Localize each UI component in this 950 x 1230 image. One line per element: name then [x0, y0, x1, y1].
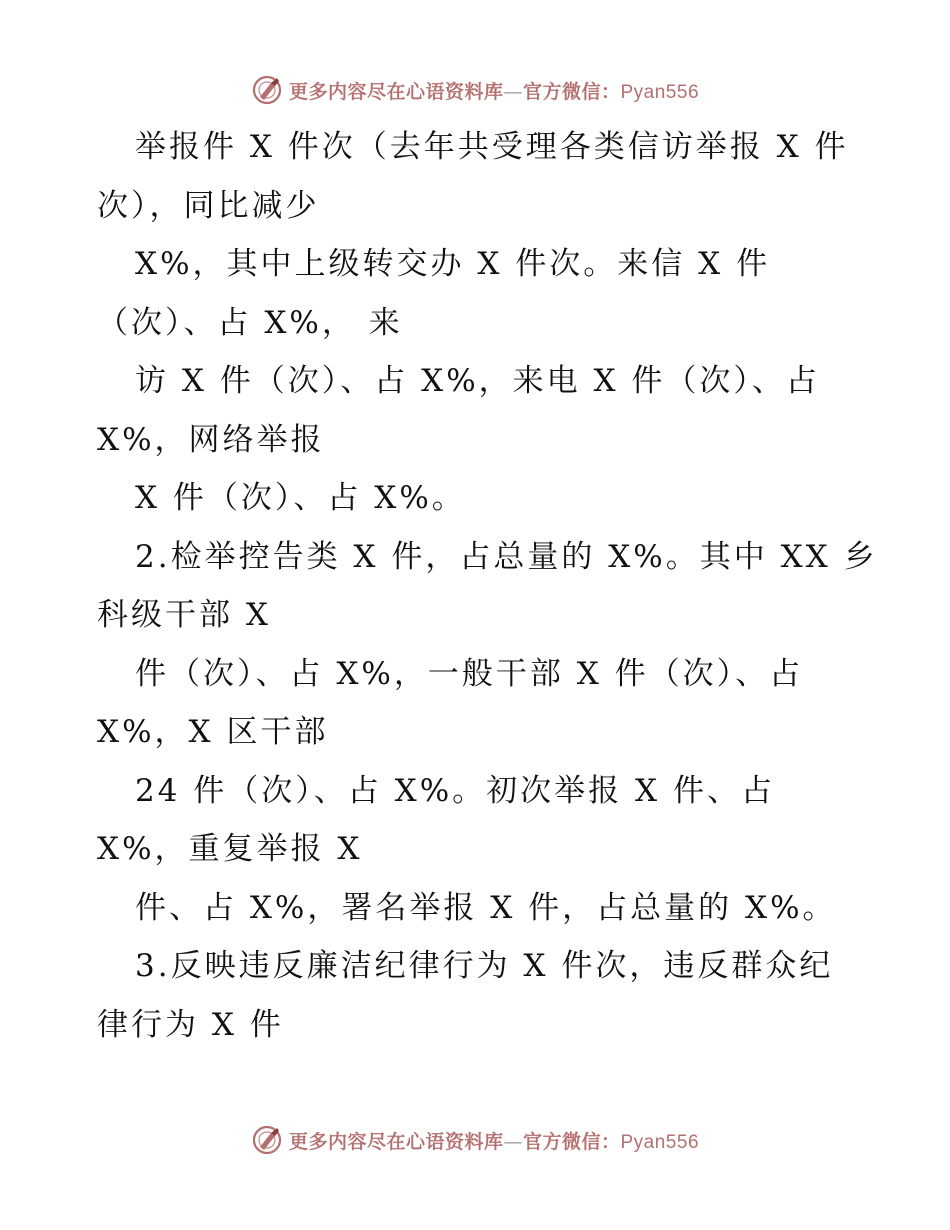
text-line: 件、占 X%，署名举报 X 件，占总量的 X%。: [135, 889, 837, 926]
text-line: X%，X 区干部: [97, 714, 329, 750]
text-line: X%，网络举报: [97, 421, 325, 458]
watermark-text: 更多内容尽在心语资料库—官方微信：Pyan556: [288, 80, 700, 103]
pen-nib-logo-icon: [251, 74, 283, 106]
text-line: 次），同比减少: [97, 187, 320, 224]
text-line: 举报件 X 件次（去年共受理各类信访举报 X 件: [135, 129, 849, 165]
text-line: （次）、占 X%， 来: [97, 304, 403, 341]
footer-watermark: [0, 1120, 950, 1160]
text-line: X 件（次）、占 X%。: [135, 480, 466, 516]
text-line: 3.反映违反廉洁纪律行为 X 件次，违反群众纪: [135, 948, 834, 984]
text-line: 科级干部 X: [97, 597, 271, 633]
document-body: [97, 118, 878, 1054]
watermark-text: 更多内容尽在心语资料库—官方微信：Pyan556: [288, 1130, 700, 1153]
text-line: 24 件（次）、占 X%。初次举报 X 件、占: [135, 772, 775, 809]
text-line: 件（次）、占 X%，一般干部 X 件（次）、占: [135, 655, 804, 692]
text-line: X%，其中上级转交办 X 件次。来信 X 件: [135, 246, 771, 282]
text-line: 访 X 件（次）、占 X%，来电 X 件（次）、占: [135, 363, 820, 399]
text-line: X%，重复举报 X: [97, 831, 363, 867]
pen-nib-logo-icon: [251, 1124, 283, 1156]
text-line: 律行为 X 件: [97, 1006, 284, 1043]
text-line: 2.检举控告类 X 件，占总量的 X%。其中 XX 乡: [135, 538, 878, 575]
header-watermark: [0, 70, 950, 110]
